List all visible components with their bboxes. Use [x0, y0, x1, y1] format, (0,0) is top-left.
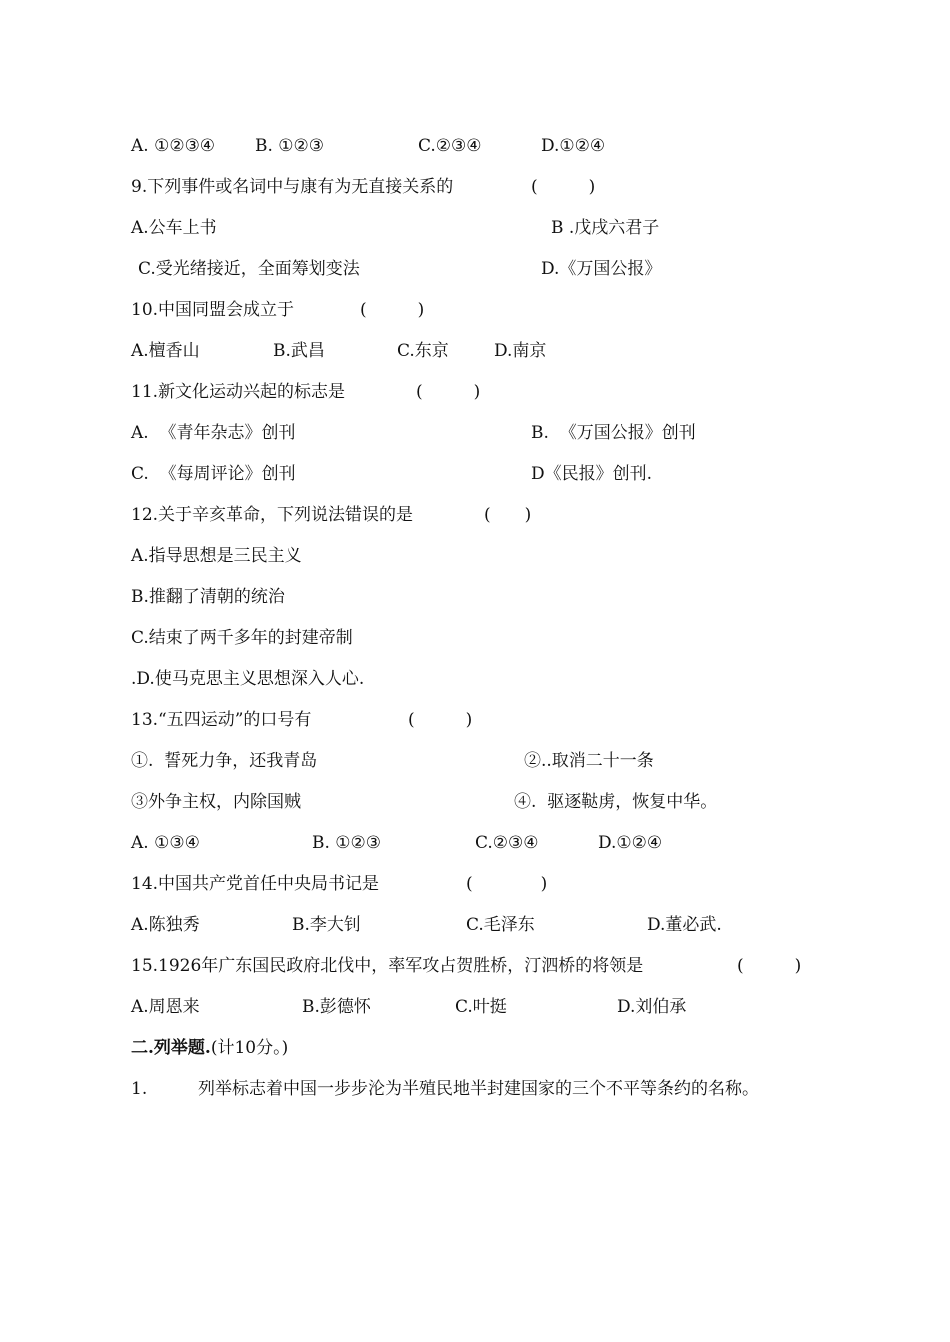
q15-option-a: A.周恩来: [131, 997, 200, 1017]
q12-option-c: C.结束了两千多年的封建帝制: [131, 628, 353, 648]
q11-option-a: A. 《青年杂志》创刊: [131, 423, 296, 443]
q13-item-1: ①. 誓死力争，还我青岛: [131, 751, 318, 771]
q11-option-d: D《民报》创刊.: [531, 464, 653, 484]
q10-option-c: C.东京: [397, 341, 449, 361]
section-2-score: (计10分。): [210, 1038, 289, 1058]
q15-option-d: D.刘伯承: [617, 997, 687, 1017]
section-2-q1-number: 1.: [131, 1079, 148, 1099]
q15-option-b: B.彭德怀: [302, 997, 371, 1017]
q8-option-a: A. ①②③④: [131, 136, 216, 156]
q8-option-c: C.②③④: [418, 136, 482, 156]
q9-option-c: C.受光绪接近，全面筹划变法: [138, 259, 360, 279]
q13-option-b: B. ①②③: [312, 833, 382, 853]
q8-option-d: D.①②④: [541, 136, 606, 156]
section-2-q1-text: 列举标志着中国一步步沦为半殖民地半封建国家的三个不平等条约的名称。: [198, 1079, 759, 1099]
q13-option-a: A. ①③④: [131, 833, 200, 853]
q9-answer-paren: ( ): [531, 177, 596, 197]
q12-option-d: .D.使马克思主义思想深入人心.: [131, 669, 365, 689]
q11-option-b: B. 《万国公报》创刊: [531, 423, 696, 443]
q13-option-c: C.②③④: [475, 833, 539, 853]
q10-stem: 10.中国同盟会成立于: [131, 300, 295, 320]
q15-answer-paren: ( ): [737, 956, 802, 976]
q9-option-b: B .戊戌六君子: [551, 218, 660, 238]
q14-option-d: D.董必武.: [647, 915, 722, 935]
q13-item-4: ④. 驱逐鞑虏，恢复中华。: [514, 792, 718, 812]
q11-option-c: C. 《每周评论》创刊: [131, 464, 296, 484]
q12-option-b: B.推翻了清朝的统治: [131, 587, 285, 607]
q14-answer-paren: ( ): [466, 874, 548, 894]
q14-option-c: C.毛泽东: [466, 915, 535, 935]
q10-option-a: A.檀香山: [131, 341, 200, 361]
q14-option-b: B.李大钊: [292, 915, 361, 935]
q9-option-a: A.公车上书: [131, 218, 217, 238]
q13-item-2: ②..取消二十一条: [524, 751, 654, 771]
q13-option-d: D.①②④: [598, 833, 663, 853]
q12-answer-paren: ( ): [484, 505, 532, 525]
q13-stem: 13.“五四运动”的口号有: [131, 710, 312, 730]
q15-stem: 15.1926年广东国民政府北伐中，率军攻占贺胜桥，汀泗桥的将领是: [131, 956, 644, 976]
section-2-heading-line: [131, 1037, 288, 1059]
q14-option-a: A.陈独秀: [131, 915, 200, 935]
q9-stem: 9.下列事件或名词中与康有为无直接关系的: [131, 177, 454, 197]
q9-option-d: D.《万国公报》: [541, 259, 662, 279]
q12-option-a: A.指导思想是三民主义: [131, 546, 302, 566]
q10-option-d: D.南京: [494, 341, 547, 361]
q14-stem: 14.中国共产党首任中央局书记是: [131, 874, 380, 894]
q10-answer-paren: ( ): [360, 300, 425, 320]
q11-answer-paren: ( ): [416, 382, 481, 402]
q13-item-3: ③外争主权，内除国贼: [131, 792, 301, 812]
q10-option-b: B.武昌: [273, 341, 325, 361]
q8-option-b: B. ①②③: [255, 136, 325, 156]
section-2-heading: 二.列举题.: [131, 1038, 211, 1058]
q15-option-c: C.叶挺: [455, 997, 507, 1017]
q12-stem: 12.关于辛亥革命，下列说法错误的是: [131, 505, 414, 525]
q13-answer-paren: ( ): [408, 710, 473, 730]
q11-stem: 11.新文化运动兴起的标志是: [131, 382, 346, 402]
